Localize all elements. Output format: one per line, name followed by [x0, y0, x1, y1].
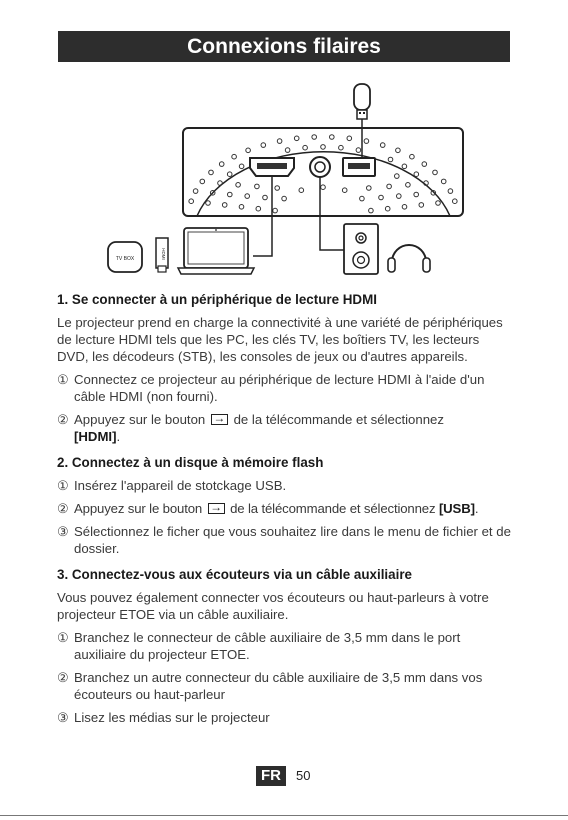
section-heading: 1. Se connecter à un périphérique de lecture HDMI	[57, 292, 377, 307]
usb-stick-icon	[354, 84, 370, 110]
step-text-part: Appuyez sur le bouton	[74, 501, 203, 516]
step-number: ③	[57, 524, 69, 539]
step-text-part: de la télécommande et sélectionnez	[230, 501, 436, 516]
step-number: ①	[57, 372, 69, 387]
step-number: ②	[57, 670, 69, 685]
step-text	[74, 411, 513, 445]
step-number: ①	[57, 630, 69, 645]
page-title: Connexions filaires	[58, 31, 510, 62]
section-hdmi	[57, 291, 513, 445]
step	[57, 477, 513, 494]
option-label: [USB]	[438, 501, 475, 516]
tv-box-label: TV BOX	[115, 256, 135, 262]
step	[57, 629, 513, 663]
step	[57, 709, 513, 726]
step-number: ③	[57, 710, 69, 725]
step-text-part: Appuyez sur le bouton	[74, 412, 206, 427]
step-text: Branchez le connecteur de câble auxiliaire de 3,5 mm dans le port auxiliaire du projecteur ETOE.	[74, 630, 461, 662]
step-number: ①	[57, 478, 69, 493]
step	[57, 411, 513, 445]
page-footer	[0, 766, 568, 788]
input-source-button-icon	[211, 414, 228, 425]
section-aux	[57, 566, 513, 726]
section-heading: 3. Connectez-vous aux écouteurs via un câble auxiliaire	[57, 567, 412, 582]
step	[57, 500, 513, 517]
instructions	[57, 291, 513, 735]
input-source-button-icon	[208, 503, 225, 514]
page-number: 50	[296, 768, 311, 783]
section-usb	[57, 454, 513, 557]
step-text: Sélectionnez le ficher que vous souhaitez lire dans le menu de fichier et de dossier.	[74, 524, 511, 556]
step	[57, 523, 513, 557]
section-intro: Vous pouvez également connecter vos écouteurs ou haut-parleurs à votre projecteur ETOE via un câble auxiliaire.	[57, 590, 489, 622]
step	[57, 371, 513, 405]
step-text: Insérez l'appareil de stotckage USB.	[74, 478, 287, 493]
step-text: Branchez un autre connecteur du câble auxiliaire de 3,5 mm dans vos écouteurs ou haut-parleur	[74, 670, 483, 702]
headphones-icon	[392, 245, 426, 262]
step-text-part: de la télécommande et sélectionnez	[233, 412, 444, 427]
step-text	[74, 500, 513, 517]
language-badge: FR	[256, 766, 286, 786]
hdmi-stick-label: HDMI	[161, 248, 166, 260]
connection-diagram	[0, 74, 568, 292]
section-intro: Le projecteur prend en charge la connectivité à une variété de périphériques de lecture HDMI tels que les PC, les clés TV, les boîtiers TV, les lecteurs DVD, les décodeurs (STB), les consoles de jeux ou d'autres appareils.	[57, 315, 503, 364]
hdmi-port-pins	[257, 163, 287, 169]
section-heading: 2. Connectez à un disque à mémoire flash	[57, 455, 324, 470]
step-text: Lisez les médias sur le projecteur	[74, 710, 270, 725]
bottom-divider	[0, 815, 568, 816]
option-label: [HDMI]	[74, 429, 117, 444]
step-text: Connectez ce projecteur au périphérique de lecture HDMI à l'aide d'un câble HDMI (non fourni).	[74, 372, 485, 404]
step	[57, 669, 513, 703]
step-number: ②	[57, 501, 69, 516]
step-text-part: .	[116, 429, 121, 444]
step-number: ②	[57, 412, 69, 427]
step-text-part: .	[474, 501, 479, 516]
